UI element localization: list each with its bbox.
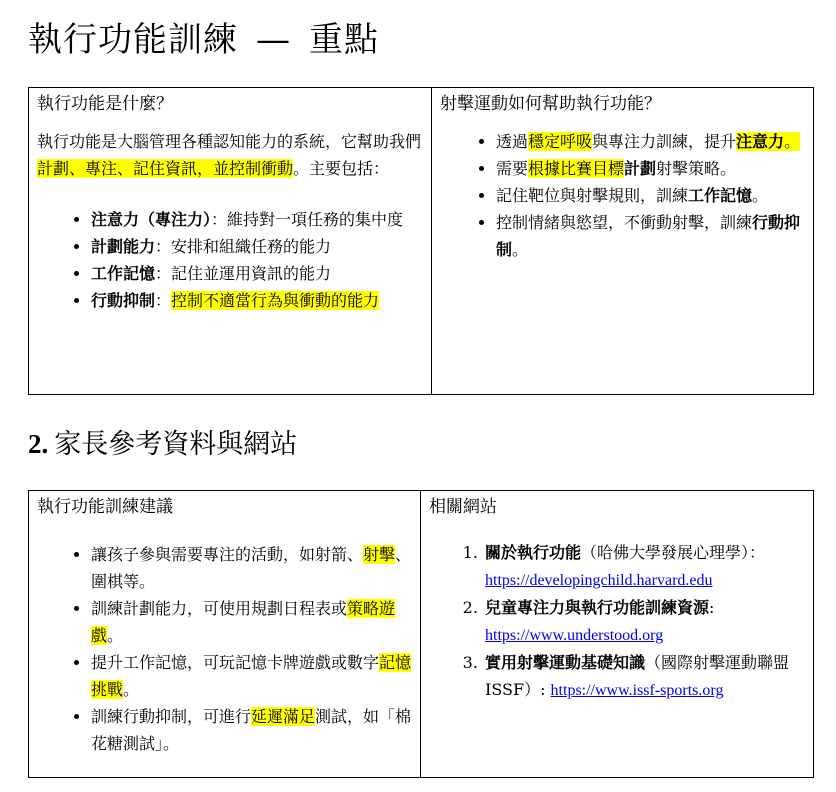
item-highlight: 穩定呼吸 — [528, 132, 593, 151]
site-title: 關於執行功能 — [485, 543, 582, 562]
what-is-ef-intro — [37, 128, 423, 182]
what-is-ef-heading: 執行功能是什麼？ — [37, 94, 173, 114]
item-text: 需要 — [496, 159, 529, 178]
item-highlight: 延遲滿足 — [251, 707, 316, 726]
list-item — [483, 539, 805, 594]
item-term: 注意力（專注力） — [91, 210, 212, 229]
list-item — [91, 287, 423, 314]
item-bold: 工作記憶 — [688, 186, 753, 205]
websites-list — [429, 539, 805, 704]
list-item — [91, 233, 423, 260]
list-item — [483, 649, 805, 704]
title-main: 執行功能訓練 — [28, 20, 238, 60]
item-desc: ：安排和組織任務的能力 — [155, 237, 332, 256]
list-item — [91, 260, 423, 287]
intro-highlight: 計劃、專注、記住資訊，並控制衝動 — [37, 159, 294, 178]
list-item — [496, 128, 805, 155]
item-text: 記住靶位與射擊規則，訓練 — [496, 186, 689, 205]
item-text: 透過 — [496, 132, 529, 151]
list-item — [91, 703, 412, 757]
item-text: 。 — [512, 240, 529, 259]
websites-heading: 相關網站 — [429, 497, 497, 517]
item-text: 提升工作記憶，可玩記憶卡牌遊戲或數字 — [91, 653, 380, 672]
list-item — [91, 595, 412, 649]
item-text: 。 — [752, 186, 769, 205]
list-item — [483, 594, 805, 649]
item-bold: 行動抑制 — [496, 213, 801, 259]
item-term: 計劃能力 — [91, 237, 156, 256]
title-dash: — — [256, 20, 291, 60]
item-highlight-bold: 注意力 — [736, 132, 785, 151]
item-highlight: 射擊 — [363, 545, 396, 564]
item-term: 工作記憶 — [91, 264, 156, 283]
item-text: 、圍棋等。 — [91, 545, 412, 591]
section-title: 家長參考資料與網站 — [54, 429, 298, 460]
item-highlight: 策略遊戲 — [91, 599, 396, 645]
list-item — [496, 155, 805, 182]
site-title: 實用射擊運動基礎知識 — [485, 653, 646, 672]
item-text: 。 — [123, 680, 140, 699]
training-tips-cell — [29, 491, 421, 778]
item-text: 測試，如「棉花糖測試」。 — [91, 707, 412, 753]
item-desc-highlight: 控制不適當行為與衝動的能力 — [171, 291, 380, 310]
site-title: 兒童專注力與執行功能訓練資源 — [485, 598, 710, 617]
training-tips-list — [37, 541, 412, 757]
shooting-benefits-list — [440, 128, 805, 263]
title-sub: 重點 — [309, 20, 379, 60]
list-item — [496, 182, 805, 209]
shooting-helps-heading: 射擊運動如何幫助執行功能？ — [440, 94, 661, 114]
what-is-ef-cell — [29, 88, 432, 395]
list-item — [496, 209, 805, 263]
list-item — [91, 206, 423, 233]
summary-table — [28, 87, 814, 395]
item-text: 訓練行動抑制，可進行 — [91, 707, 252, 726]
item-text: 訓練計劃能力，可使用規劃日程表或 — [91, 599, 348, 618]
item-text: 。 — [784, 132, 801, 151]
item-desc: ： — [155, 291, 172, 310]
item-text: 射擊策略。 — [656, 159, 737, 178]
resources-table — [28, 490, 814, 778]
harvard-link[interactable]: https://developingchild.harvard.edu — [485, 572, 713, 589]
item-bold: 計劃 — [624, 159, 657, 178]
websites-cell — [421, 491, 814, 778]
training-tips-heading: 執行功能訓練建議 — [37, 497, 173, 517]
list-item — [91, 541, 412, 595]
item-text: 與專注力訓練，提升 — [592, 132, 737, 151]
site-note: : — [709, 598, 715, 617]
list-item — [91, 649, 412, 703]
item-desc: ：記住並運用資訊的能力 — [155, 264, 332, 283]
site-note: （國際射擊運動聯盟 ISSF）: — [485, 653, 790, 699]
intro-text: 執行功能是大腦管理各種認知能力的系統，它幫助我們 — [37, 132, 422, 151]
shooting-helps-cell — [432, 88, 814, 395]
section-number: 2. — [28, 429, 49, 459]
item-text: 。 — [107, 626, 124, 645]
intro-text-end: 。主要包括： — [293, 159, 390, 178]
item-term: 行動抑制 — [91, 291, 156, 310]
page-title — [28, 12, 379, 61]
item-desc: ：維持對一項任務的集中度 — [211, 210, 404, 229]
understood-link[interactable]: https://www.understood.org — [485, 627, 664, 644]
ef-components-list — [37, 206, 423, 314]
site-note: （哈佛大學發展心理學）： — [581, 543, 766, 562]
item-text: 讓孩子參與需要專注的活動，如射箭、 — [91, 545, 364, 564]
issf-link[interactable]: https://www.issf-sports.org — [550, 682, 724, 699]
section-heading — [28, 422, 297, 461]
item-highlight: 根據比賽目標 — [528, 159, 625, 178]
item-highlight: 記憶挑戰 — [91, 653, 412, 699]
item-text: 控制情緒與慾望，不衝動射擊，訓練 — [496, 213, 753, 232]
